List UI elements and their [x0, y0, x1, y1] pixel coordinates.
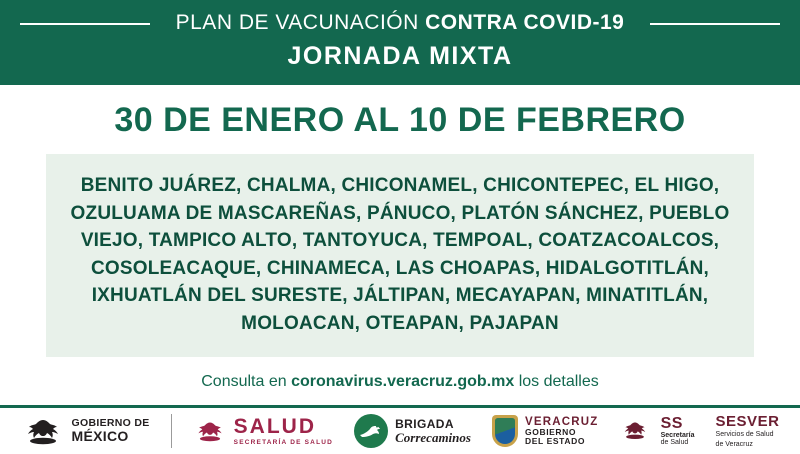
logo-salud: [193, 408, 333, 454]
footer-logo-bar: [0, 405, 800, 454]
ss-text: [661, 416, 695, 447]
poster-title-prefix: PLAN DE VACUNACIÓN: [175, 11, 426, 34]
gobierno-line1: GOBIERNO DE: [71, 417, 150, 430]
municipios-box: [46, 154, 754, 357]
date-band: [0, 85, 800, 154]
eagle-icon-salud: [193, 418, 227, 444]
eagle-icon-ss: [620, 418, 654, 444]
consulta-url[interactable]: coronavirus.veracruz.gob.mx: [291, 373, 515, 391]
logo-brigada-correcaminos: [354, 408, 471, 454]
veracruz-line2: GOBIERNO: [525, 427, 577, 438]
brigada-line2: Correcaminos: [395, 429, 471, 445]
logo-sesver: [716, 408, 780, 454]
veracruz-text: [525, 416, 599, 446]
gobierno-de-mexico-text: [72, 418, 150, 444]
poster-subtitle: JORNADA MIXTA: [287, 42, 513, 70]
consulta-prefix: Consulta en: [201, 373, 292, 391]
roadrunner-icon: [354, 414, 388, 448]
veracruz-line3: DEL ESTADO: [525, 436, 586, 447]
poster-title-bold: CONTRA COVID-19: [425, 11, 625, 34]
gobierno-line2: MÉXICO: [71, 428, 129, 445]
ss-wordmark: SS: [660, 414, 683, 432]
consulta-line: [201, 357, 599, 405]
poster-title: [162, 11, 639, 35]
date-range-text: 30 DE ENERO AL 10 DE FEBRERO: [114, 101, 686, 139]
logo-ss-secretaria-de-salud: [620, 408, 695, 454]
ss-subtitle-line2: de Salud: [660, 439, 689, 447]
sesver-subtitle-line2: de Veracruz: [715, 440, 753, 448]
brigada-line1: BRIGADA: [395, 417, 454, 432]
footer-divider: [171, 414, 172, 448]
sesver-wordmark: SESVER: [715, 412, 780, 430]
poster-body: [0, 154, 800, 405]
eagle-icon: [21, 416, 65, 446]
veracruz-coat-of-arms-icon: [492, 415, 518, 447]
poster-header: [0, 0, 800, 85]
consulta-suffix: los detalles: [514, 373, 599, 391]
salud-text: [234, 416, 333, 447]
salud-subtitle: SECRETARÍA DE SALUD: [233, 438, 334, 446]
sesver-subtitle-line1: Servicios de Salud: [715, 430, 774, 438]
logo-veracruz-gobierno: [492, 408, 599, 454]
brigada-text: [395, 418, 471, 444]
municipios-list-text: BENITO JUÁREZ, CHALMA, CHICONAMEL, CHICONTEPEC, EL HIGO, OZULUAMA DE MASCAREÑAS, PÁNUCO, PLATÓN SÁNCHEZ, PUEBLO VIEJO, TAMPICO ALTO, TANTOYUCA, TEMPOAL, COATZACOALCOS, COSOLEACAQUE, CHINAMECA, LAS CHOAPAS, HIDALGOTITLÁN, IXHUATLÁN DEL SURESTE, JÁLTIPAN, MECAYAPAN, MINATITLÁN, MOLOACAN, OTEAPAN, PAJAPAN: [70, 175, 730, 334]
logo-gobierno-de-mexico: [21, 408, 150, 454]
header-title-row: [0, 10, 800, 36]
salud-wordmark: SALUD: [233, 414, 317, 438]
ss-subtitle-line1: Secretaría: [660, 431, 695, 439]
sesver-text: [716, 414, 780, 449]
veracruz-line1: VERACRUZ: [525, 416, 599, 429]
